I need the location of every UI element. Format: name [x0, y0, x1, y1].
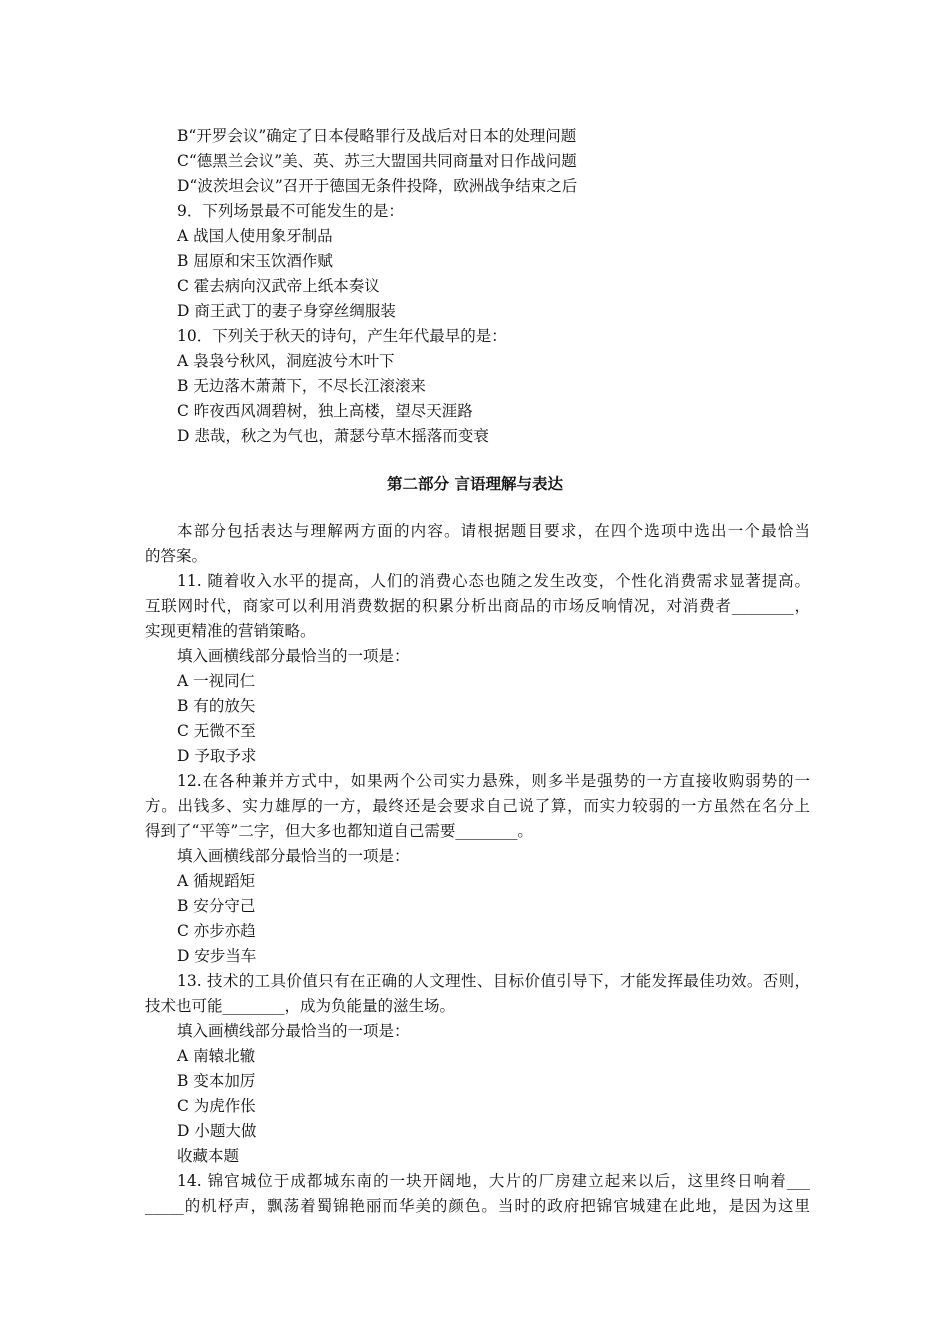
q12-option-a: A 循规蹈矩 — [177, 872, 256, 890]
question-9: 9．下列场景最不可能发生的是： — [177, 202, 404, 220]
q11-option-a: A 一视同仁 — [177, 672, 256, 690]
q9-option-c: C 霍去病向汉武帝上纸本奏议 — [177, 277, 380, 295]
q10-option-c: C 昨夜西风凋碧树，独上高楼，望尽天涯路 — [177, 402, 473, 420]
question-12-line-2: 方。出钱多、实力雄厚的一方，最终还是会要求自己说了算，而实力较弱的一方虽然在名分上 — [145, 797, 810, 815]
question-14-line-1: 14. 锦官城位于成都城东南的一块开阔地，大片的厂房建立起来以后，这里终日响着___ — [177, 1172, 810, 1190]
section-intro-line-2: 的答案。 — [145, 547, 208, 565]
q10-option-d: D 悲哉，秋之为气也，萧瑟兮草木摇落而变衰 — [177, 427, 489, 445]
section-intro-line-1: 本部分包括表达与理解两方面的内容。请根据题目要求，在四个选项中选出一个最恰当 — [177, 522, 810, 540]
question-12-line-3: 得到了“平等”二字，但大多也都知道自己需要________。 — [145, 822, 533, 840]
question-11-line-2: 互联网时代，商家可以利用消费数据的积累分析出商品的市场反响情况，对消费者________， — [145, 597, 810, 615]
question-13-line-1: 13. 技术的工具价值只有在正确的人文理性、目标价值引导下，才能发挥最佳功效。否则， — [177, 972, 810, 990]
option-d-potsdam: D“波茨坦会议”召开于德国无条件投降，欧洲战争结束之后 — [177, 177, 578, 195]
question-10: 10．下列关于秋天的诗句，产生年代最早的是： — [177, 327, 507, 345]
question-14-line-2: _____的机杼声，飘荡着蜀锦艳丽而华美的颜色。当时的政府把锦官城建在此地，是因为这里 — [145, 1197, 810, 1215]
q13-option-a: A 南辕北辙 — [177, 1047, 256, 1065]
q12-option-d: D 安步当车 — [177, 947, 257, 965]
q12-prompt: 填入画横线部分最恰当的一项是： — [177, 847, 410, 865]
q13-option-d: D 小题大做 — [177, 1122, 257, 1140]
q10-option-b: B 无边落木萧萧下，不尽长江滚滚来 — [177, 377, 426, 395]
q13-option-c: C 为虎作伥 — [177, 1097, 256, 1115]
q11-option-b: B 有的放矢 — [177, 697, 256, 715]
q9-option-d: D 商王武丁的妻子身穿丝绸服装 — [177, 302, 396, 320]
question-12-line-1: 12.在各种兼并方式中，如果两个公司实力悬殊，则多半是强势的一方直接收购弱势的一 — [177, 772, 810, 790]
q11-option-c: C 无微不至 — [177, 722, 256, 740]
q10-option-a: A 袅袅兮秋风，洞庭波兮木叶下 — [177, 352, 395, 370]
q12-option-b: B 安分守己 — [177, 897, 256, 915]
q11-prompt: 填入画横线部分最恰当的一项是： — [177, 647, 410, 665]
q12-option-c: C 亦步亦趋 — [177, 922, 256, 940]
q9-option-a: A 战国人使用象牙制品 — [177, 227, 333, 245]
question-11-line-1: 11. 随着收入水平的提高，人们的消费心态也随之发生改变，个性化消费需求显著提高。 — [177, 572, 810, 590]
q11-option-d: D 予取予求 — [177, 747, 257, 765]
bookmark-question-link[interactable]: 收藏本题 — [177, 1147, 240, 1165]
question-11-line-3: 实现更精准的营销策略。 — [145, 622, 316, 640]
section-title: 第二部分 言语理解与表达 — [387, 474, 563, 493]
question-13-line-2: 技术也可能________，成为负能量的滋生场。 — [145, 997, 456, 1015]
q13-prompt: 填入画横线部分最恰当的一项是： — [177, 1022, 410, 1040]
option-b-cairo: B“开罗会议”确定了日本侵略罪行及战后对日本的处理问题 — [177, 127, 577, 145]
option-c-tehran: C“德黑兰会议”美、英、苏三大盟国共同商量对日作战问题 — [177, 152, 577, 170]
q13-option-b: B 变本加厉 — [177, 1072, 256, 1090]
q9-option-b: B 屈原和宋玉饮酒作赋 — [177, 252, 333, 270]
